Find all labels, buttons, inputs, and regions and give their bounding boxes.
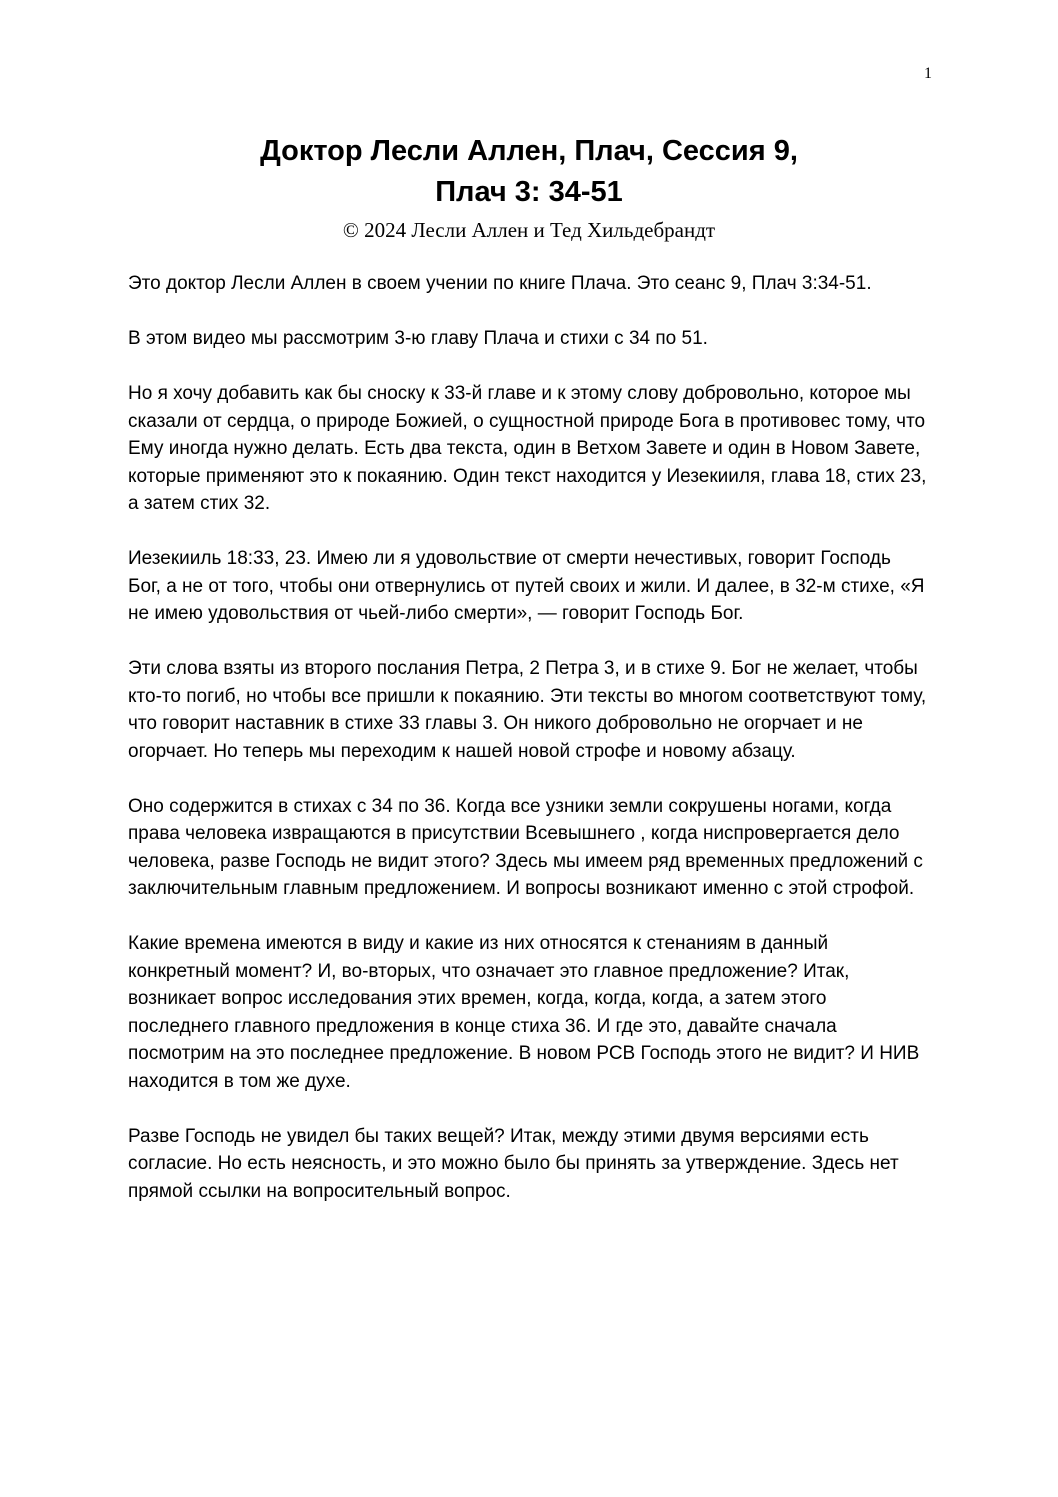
document-title <box>0 131 1058 213</box>
paragraph: Это доктор Лесли Аллен в своем учении по книге Плача. Это сеанс 9, Плач 3:34-51. <box>128 273 872 294</box>
copyright-notice: © 2024 Лесли Аллен и Тед Хильдебрандт <box>342 218 716 242</box>
paragraph: Какие времена имеются в виду и какие из них относятся к стенаниям в данный конкретный момент? И, во-вторых, что означает это главное предложение? Итак, возникает вопрос исследования этих времен, когда, когда, когда, а затем этого последнего главного предложения в конце стиха 36. И где это, давайте сначала посмотрим на это последнее предложение. В новом РСВ Господь этого не видит? И НИВ находится в том же духе. <box>128 933 920 1092</box>
page-number: 1 <box>924 65 932 82</box>
paragraph: Эти слова взяты из второго послания Петра, 2 Петра 3, и в стихе 9. Бог не желает, чтобы кто-то погиб, но чтобы все пришли к покаянию. Эти тексты во многом соответствуют тому, что говорит наставник в стихе 33 главы 3. Он никого добровольно не огорчает и не огорчает. Но теперь мы переходим к нашей новой строфе и новому абзацу. <box>128 658 927 762</box>
title-line-1: Доктор Лесли Аллен, Плач, Сессия 9, <box>260 135 798 167</box>
paragraph: В этом видео мы рассмотрим 3-ю главу Плача и стихи с 34 по 51. <box>128 328 708 349</box>
paragraph: Иезекииль 18:33, 23. Имею ли я удовольствие от смерти нечестивых, говорит Господь Бог, а не от того, чтобы они отвернулись от путей своих и жили. И далее, в 32-м стихе, «Я не имею удовольствия от чьей-либо смерти», — говорит Господь Бог. <box>128 548 925 624</box>
paragraph: Но я хочу добавить как бы сноску к 33-й главе и к этому слову добровольно, которое мы сказали от сердца, о природе Божией, о сущностной природе Бога в противовес тому, что Ему иногда нужно делать. Есть два текста, один в Ветхом Завете и один в Новом Завете, которые применяют это к покаянию. Один текст находится у Иезекииля, глава 18, стих 23, а затем стих 32. <box>128 383 927 514</box>
title-line-2: Плач 3: 34-51 <box>435 176 623 208</box>
paragraph: Оно содержится в стихах с 34 по 36. Когда все узники земли сокрушены ногами, когда права человека извращаются в присутствии Всевышнего , когда ниспровергается дело человека, разве Господь не видит этого? Здесь мы имеем ряд временных предложений с заключительным главным предложением. И вопросы возникают именно с этой строфой. <box>128 795 923 899</box>
paragraph: Разве Господь не увидел бы таких вещей? Итак, между этими двумя версиями есть согласие. Но есть неясность, и это можно было бы принять за утверждение. Здесь нет прямой ссылки на вопросительный вопрос. <box>128 1125 899 1202</box>
document-body <box>128 270 928 1233</box>
